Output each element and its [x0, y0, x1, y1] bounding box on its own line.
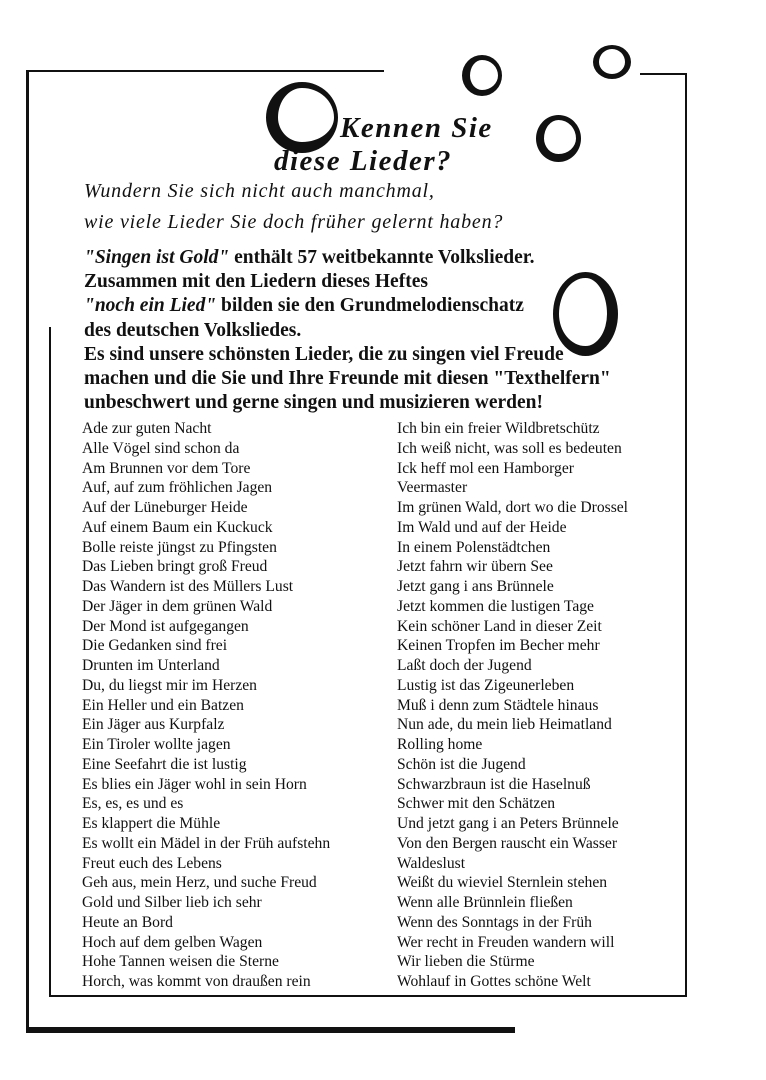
- song-title: Nun ade, du mein lieb Heimatland: [397, 716, 612, 734]
- song-title: Wenn alle Brünnlein fließen: [397, 894, 573, 911]
- song-title: Schön ist die Jugend: [397, 755, 526, 773]
- song-title: Waldeslust: [397, 854, 466, 872]
- song-title: Am Brunnen vor dem Tore: [82, 459, 251, 477]
- song-title: Und jetzt gang i an Peters Brünnele: [397, 815, 619, 832]
- frame-top-left-line: [26, 70, 384, 72]
- song-title: Veermaster: [397, 479, 468, 497]
- intro-line-5: Es sind unsere schönsten Lieder, die zu singen viel Freude: [84, 343, 564, 365]
- song-title: Ich weiß nicht, was soll es bedeuten: [397, 439, 622, 457]
- intro-line-4: des deutschen Volksliedes.: [84, 319, 302, 341]
- song-title: Ich bin ein freier Wildbretschütz: [397, 420, 600, 437]
- song-title: Auf einem Baum ein Kuckuck: [82, 518, 273, 536]
- song-title: Wenn des Sonntags in der Früh: [397, 913, 592, 931]
- decorative-circle-top-right: [593, 45, 631, 79]
- song-title: Geh aus, mein Herz, und suche Freud: [82, 874, 317, 892]
- song-title: Schwarzbraun ist die Haselnuß: [397, 775, 591, 793]
- song-title: Wohlauf in Gottes schöne Welt: [397, 973, 591, 990]
- song-title: Das Wandern ist des Müllers Lust: [82, 578, 294, 595]
- frame-right-line: [685, 73, 687, 995]
- book-title-singen-ist-gold: "Singen ist Gold": [84, 247, 230, 268]
- intro-line-6: machen und die Sie und Ihre Freunde mit diesen "Texthelfern": [84, 368, 611, 390]
- song-title: Kein schöner Land in dieser Zeit: [397, 617, 602, 635]
- subtitle-line-2: wie viele Lieder Sie doch früher gelernt haben?: [84, 211, 504, 233]
- song-title: Auf, auf zum fröhlichen Jagen: [82, 479, 273, 497]
- song-title: Heute an Bord: [82, 913, 173, 931]
- song-title: Ein Heller und ein Batzen: [82, 696, 244, 714]
- song-title: Gold und Silber lieb ich sehr: [82, 894, 262, 911]
- song-title: Lustig ist das Zigeunerleben: [397, 676, 575, 694]
- song-title: Der Mond ist aufgegangen: [82, 617, 249, 635]
- song-title: Ick heff mol een Hamborger: [397, 459, 574, 477]
- song-title: Jetzt gang i ans Brünnele: [397, 578, 554, 595]
- song-list-right: [397, 419, 628, 992]
- song-title: Bolle reiste jüngst zu Pfingsten: [82, 538, 277, 556]
- song-title: In einem Polenstädtchen: [397, 538, 551, 556]
- song-title: Du, du liegst mir im Herzen: [82, 676, 257, 694]
- song-list-left: [82, 419, 330, 992]
- intro-line-2: Zusammen mit den Liedern dieses Heftes: [84, 271, 428, 293]
- song-title: Ade zur guten Nacht: [82, 420, 212, 437]
- subtitle-line-1: Wundern Sie sich nicht auch manchmal,: [84, 180, 435, 202]
- song-title: Wir lieben die Stürme: [397, 953, 535, 971]
- inner-bottom-line: [49, 995, 687, 997]
- song-title: Drunten im Unterland: [82, 657, 220, 674]
- intro-line-7: unbeschwert und gerne singen und musizieren werden!: [84, 392, 544, 414]
- frame-bottom-line: [26, 1027, 515, 1033]
- song-title: Muß i denn zum Städtele hinaus: [397, 696, 599, 714]
- song-title: Hoch auf dem gelben Wagen: [82, 933, 263, 951]
- song-title: Eine Seefahrt die ist lustig: [82, 755, 247, 773]
- book-title-noch-ein-lied: "noch ein Lied": [84, 295, 217, 317]
- song-title: Weißt du wieviel Sternlein stehen: [397, 874, 608, 892]
- frame-top-right-line: [640, 73, 686, 75]
- intro-paragraph: [84, 246, 611, 415]
- song-title: Der Jäger in dem grünen Wald: [82, 597, 273, 615]
- song-title: Auf der Lüneburger Heide: [82, 499, 248, 516]
- song-title: Jetzt fahrn wir übern See: [397, 558, 553, 576]
- song-title: Die Gedanken sind frei: [82, 637, 228, 655]
- heading-line-1: Kennen Sie: [340, 112, 493, 144]
- song-title: Jetzt kommen die lustigen Tage: [397, 597, 594, 615]
- song-title: Keinen Tropfen im Becher mehr: [397, 637, 600, 655]
- song-title: Es klappert die Mühle: [82, 815, 221, 832]
- song-title: Von den Bergen rauscht ein Wasser: [397, 834, 618, 852]
- song-title: Es blies ein Jäger wohl in sein Horn: [82, 775, 307, 793]
- song-title: Alle Vögel sind schon da: [82, 439, 240, 457]
- song-title: Ein Jäger aus Kurpfalz: [82, 716, 225, 734]
- song-title: Im grünen Wald, dort wo die Drossel: [397, 499, 629, 516]
- song-title: Es wollt ein Mädel in der Früh aufstehn: [82, 834, 331, 852]
- decorative-circle-large-left: [266, 82, 338, 153]
- decorative-circle-top-middle: [462, 55, 502, 96]
- song-title: Schwer mit den Schätzen: [397, 795, 556, 813]
- song-title: Wer recht in Freuden wandern will: [397, 933, 615, 951]
- song-title: Ein Tiroler wollte jagen: [82, 736, 231, 753]
- intro-line-3: "noch ein Lied" bilden sie den Grundmelodienschatz: [84, 295, 524, 317]
- intro-line-1: "Singen ist Gold" enthält 57 weitbekannte Volkslieder.: [84, 247, 535, 268]
- decorative-circle-right-heading: [536, 115, 581, 162]
- frame-left-line: [26, 70, 29, 1032]
- song-title: Rolling home: [397, 736, 483, 753]
- song-title: Das Lieben bringt groß Freud: [82, 558, 268, 576]
- song-title: Horch, was kommt von draußen rein: [82, 973, 311, 990]
- song-title: Im Wald und auf der Heide: [397, 518, 567, 536]
- song-title: Laßt doch der Jugend: [397, 657, 532, 674]
- song-title: Freut euch des Lebens: [82, 854, 222, 872]
- song-title: Hohe Tannen weisen die Sterne: [82, 953, 279, 971]
- inner-left-line: [49, 327, 51, 997]
- heading-line-2: diese Lieder?: [274, 145, 453, 177]
- song-title: Es, es, es und es: [82, 795, 184, 813]
